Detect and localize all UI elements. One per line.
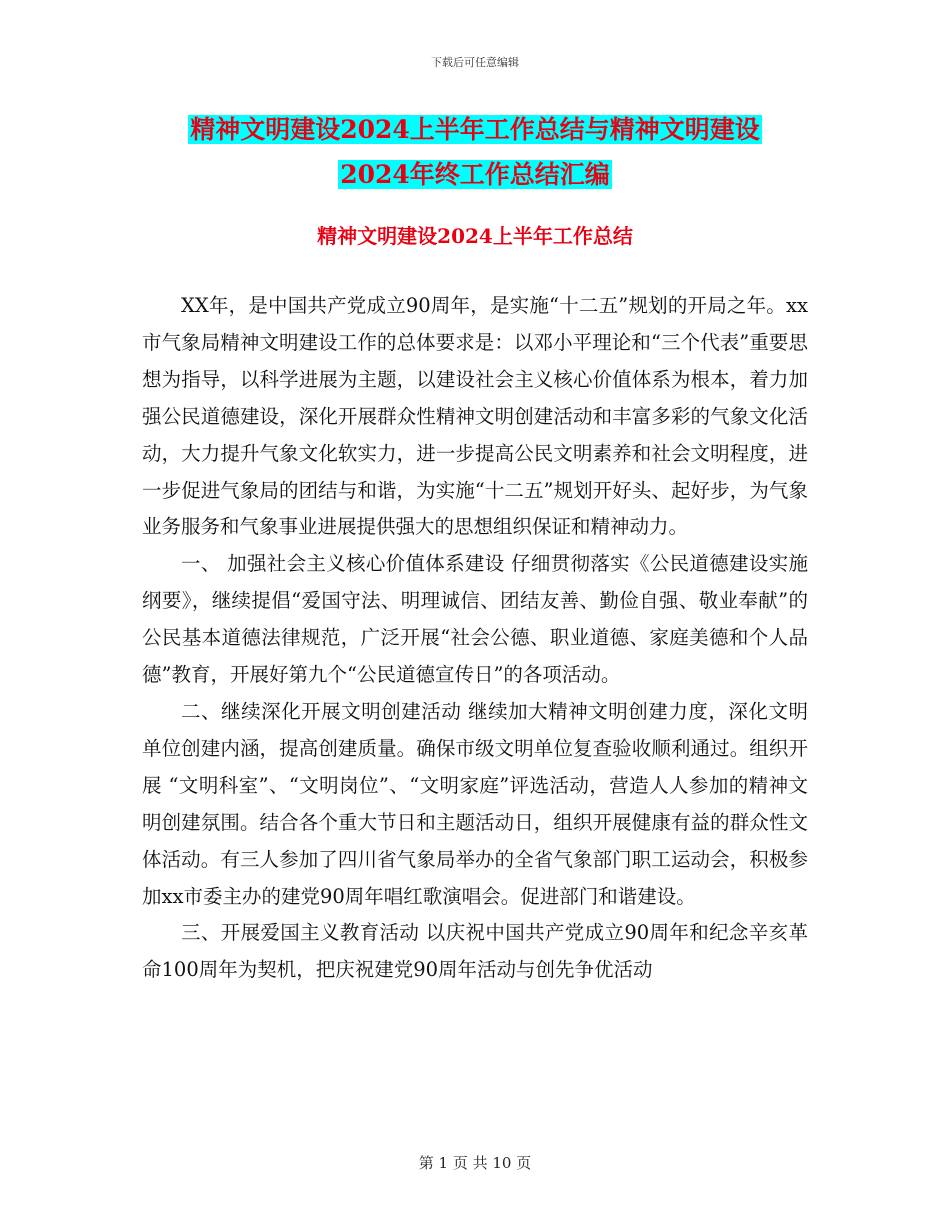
main-title-highlight-1: 精神文明建设2024上半年工作总结与精神文明建设 <box>190 115 760 144</box>
page-header-note: 下载后可任意编辑 <box>431 56 519 69</box>
paragraph-section-2: 二、继续深化开展文明创建活动 继续加大精神文明创建力度，深化文明单位创建内涵，提高创建质量。确保市级文明单位复查验收顺利通过。组织开展 “文明科室”、“文明岗位”、“文明家庭”评选活动，营造人人参加的精神文明创建氛围。结合各个重大节日和主题活动日，组织开展健康有益的群众性文体活动。有三人参加了四川省气象局举办的全省气象部门职工运动会，积极参加xx市委主办的建党90周年唱红歌演唱会。促进部门和谐建设。 <box>142 699 808 908</box>
paragraph-intro: XX年，是中国共产党成立90周年，是实施“十二五”规划的开局之年。xx市气象局精神文明建设工作的总体要求是：以邓小平理论和“三个代表”重要思想为指导，以科学进展为主题，以建设社会主义核心价值体系为根本，着力加强公民道德建设，深化开展群众性精神文明创建活动和丰富多彩的气象文化活动，大力提升气象文化软实力，进一步提高公民文明素养和社会文明程度，进一步促进气象局的团结与和谐，为实施“十二五”规划开好头、起好步，为气象业务服务和气象事业进展提供强大的思想组织保证和精神动力。 <box>142 294 808 539</box>
paragraph-section-1: 一、 加强社会主义核心价值体系建设 仔细贯彻落实《公民道德建设实施纲要》，继续提倡“爱国守法、明理诚信、团结友善、勤俭自强、敬业奉献”的公民基本道德法律规范，广泛开展“社会公德、职业道德、家庭美德和个人品德”教育，开展好第九个“公民道德宣传日”的各项活动。 <box>142 552 808 687</box>
main-title-line-2 <box>0 155 950 195</box>
section-title: 精神文明建设2024上半年工作总结 <box>317 224 633 248</box>
page-footer: 第 1 页 共 10 页 <box>418 1154 532 1172</box>
document-body <box>142 288 808 989</box>
paragraph-section-3: 三、开展爱国主义教育活动 以庆祝中国共产党成立90周年和纪念辛亥革命100周年为契机，把庆祝建党90周年活动与创先争优活动 <box>142 921 808 982</box>
main-title-line-1 <box>0 110 950 150</box>
main-title-highlight-2: 2024年终工作总结汇编 <box>340 160 610 189</box>
